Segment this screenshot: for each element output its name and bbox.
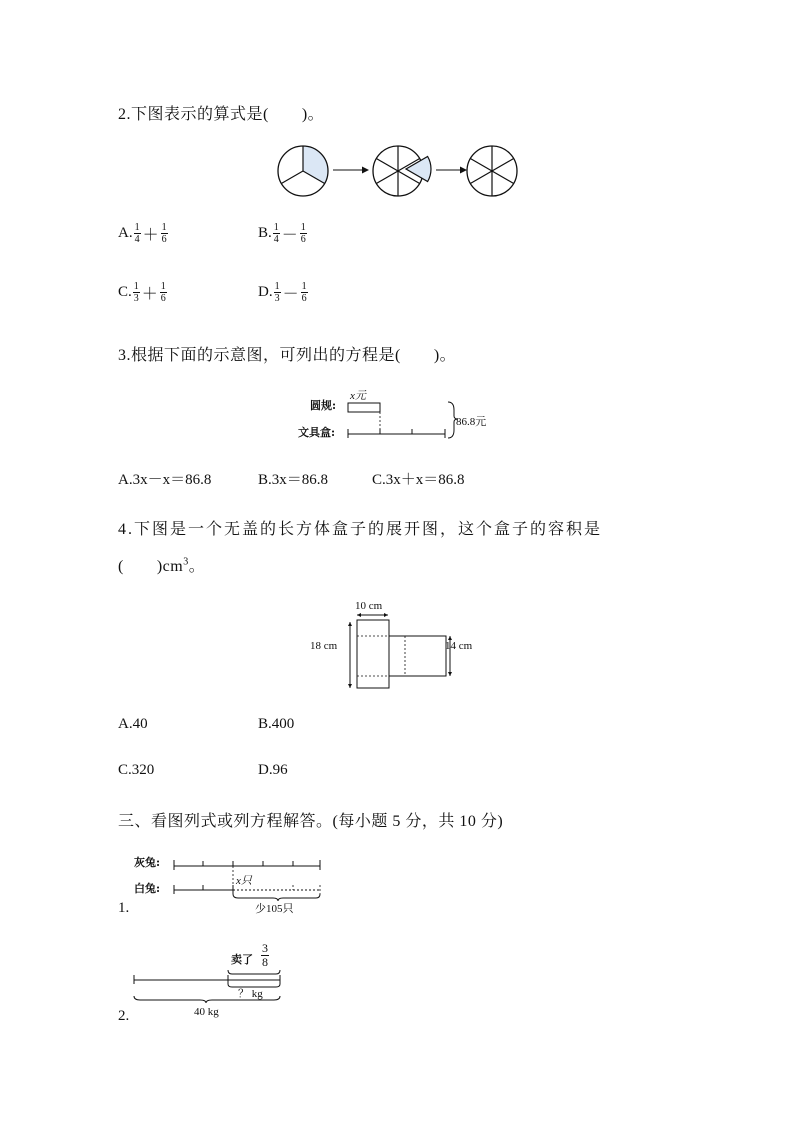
section3-problem-1 — [118, 848, 338, 918]
q2-option-d[interactable]: D. $\frac{1}{3}$ － $\frac{1}{6}$ — [258, 281, 307, 304]
circle-thirds — [278, 146, 328, 196]
x-label: x只 — [236, 875, 252, 887]
total-label: 40 kg — [194, 1006, 219, 1018]
q4-option-d[interactable]: D.96 — [258, 762, 288, 778]
row-label-white-rabbit: 白兔: — [134, 882, 161, 895]
x-label: x元 — [350, 390, 366, 402]
q4-option-c[interactable]: C.320 — [118, 762, 155, 778]
row-label-pencilbox: 文具盒: — [298, 426, 336, 439]
problem-2-number: 2. — [118, 1008, 130, 1024]
q4-stem-line2: ( )$cm^3$。 — [118, 556, 206, 575]
q2-option-c[interactable]: C. $\frac{1}{3}$ ＋ $\frac{1}{6}$ — [118, 281, 166, 304]
arrow-1 — [333, 167, 369, 174]
sold-label: 卖了 — [231, 953, 253, 966]
q4-stem-line1: 4.下图是一个无盖的长方体盒子的展开图，这个盒子的容积是 — [118, 521, 603, 538]
q3-stem: 3.根据下面的示意图，可列出的方程是( )。 — [118, 347, 457, 364]
q3-diagram — [290, 386, 510, 446]
unknown-label: ？ kg — [238, 988, 263, 1000]
q4-option-b[interactable]: B.400 — [258, 716, 295, 732]
q3-option-b[interactable]: B.3x＝86.8 — [258, 472, 329, 488]
q3-option-c[interactable]: C.3x＋x＝86.8 — [372, 472, 465, 488]
q2-figure — [270, 138, 530, 204]
circle-sixths — [467, 146, 517, 196]
q2-stem: 2.下图表示的算式是( )。 — [118, 106, 325, 123]
less-label: 少105只 — [255, 903, 294, 915]
q4-net-diagram — [300, 598, 500, 694]
width-label: 10 cm — [355, 600, 383, 612]
problem-1-number: 1. — [118, 900, 130, 916]
length-label: 14 cm — [445, 640, 473, 652]
row-label-gray-rabbit: 灰兔: — [134, 856, 161, 869]
total-label: 86.8元 — [456, 416, 487, 428]
section3-title: 三、看图列式或列方程解答。(每小题 5 分，共 10 分) — [118, 813, 504, 830]
q2-option-a[interactable]: A. $\frac{1}{4}$ ＋ $\frac{1}{6}$ — [118, 222, 167, 245]
row-label-compass: 圆规: — [310, 399, 337, 412]
q4-option-a[interactable]: A.40 — [118, 716, 148, 732]
height-label: 18 cm — [310, 640, 338, 652]
circle-sixths-split — [373, 146, 431, 196]
arrow-2 — [436, 167, 467, 174]
section3-problem-2 — [118, 938, 318, 1028]
sold-fraction: $\frac{3}{8}$ — [262, 941, 268, 969]
q3-option-a[interactable]: A.3x－x＝86.8 — [118, 472, 212, 488]
q2-option-b[interactable]: B. $\frac{1}{4}$ － $\frac{1}{6}$ — [258, 222, 306, 245]
